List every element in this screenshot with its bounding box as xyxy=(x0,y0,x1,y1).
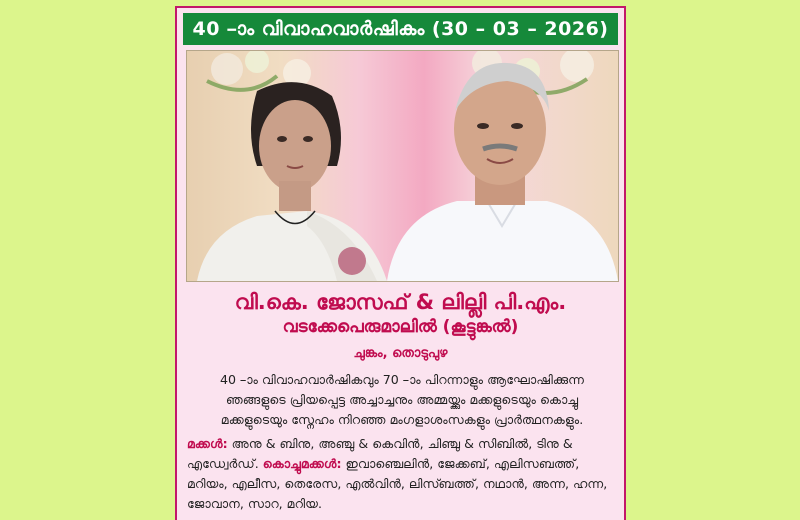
couple-illustration xyxy=(187,51,618,281)
anniversary-banner xyxy=(183,13,618,45)
anniversary-card xyxy=(175,6,626,520)
message-line-1: 40 –ാം വിവാഹവാർഷികവും 70 –ാം പിറന്നാളും ആഘോഷിക്കുന്ന xyxy=(219,372,585,387)
children-names: അനു & ബിനു, അഞ്ചു & കെവിൻ, ചിഞ്ചു & സിബിൽ, ടിനു & എഡ്വേർഡ്. xyxy=(187,436,573,471)
message-line-3: മക്കളുടെയും സ്നേഹം നിറഞ്ഞ മംഗളാശംസകളും പ്രാർത്ഥനകളും. xyxy=(220,412,584,427)
couple-photo xyxy=(186,50,619,282)
couple-names: വി.കെ. ജോസഫ് & ലില്ലി പി.എം. xyxy=(234,290,567,314)
place-name: ചുങ്കം, തൊടുപുഴ xyxy=(353,346,448,361)
family-list xyxy=(187,434,617,514)
grandchildren-label: കൊച്ചുമക്കൾ: xyxy=(262,456,342,471)
children-label: മക്കൾ: xyxy=(187,436,228,451)
grandchildren-names: ഇവാഞ്ചെലിൻ, ജേക്കബ്, എലിസബത്ത്, മറിയം, എലീസ, തെരേസ, എൽവിൻ, ലിസ്ബത്ത്, നഥാൻ, അന്ന, ഹന്ന, ജോവാന, സാറ, മറിയ. xyxy=(187,456,608,511)
banner-title: 40 –ാം വിവാഹവാർഷികം (30 – 03 – 2026) xyxy=(192,18,609,40)
message-line-2: ഞങ്ങളുടെ പ്രിയപ്പെട്ട അച്ചാച്ചനും അമ്മയ്ക്കും മക്കളുടെയും കൊച്ചു xyxy=(225,392,579,407)
house-name: വടക്കേപെരുമാലിൽ (കൂട്ടുങ്കൽ) xyxy=(282,317,519,337)
greeting-message xyxy=(187,370,617,430)
